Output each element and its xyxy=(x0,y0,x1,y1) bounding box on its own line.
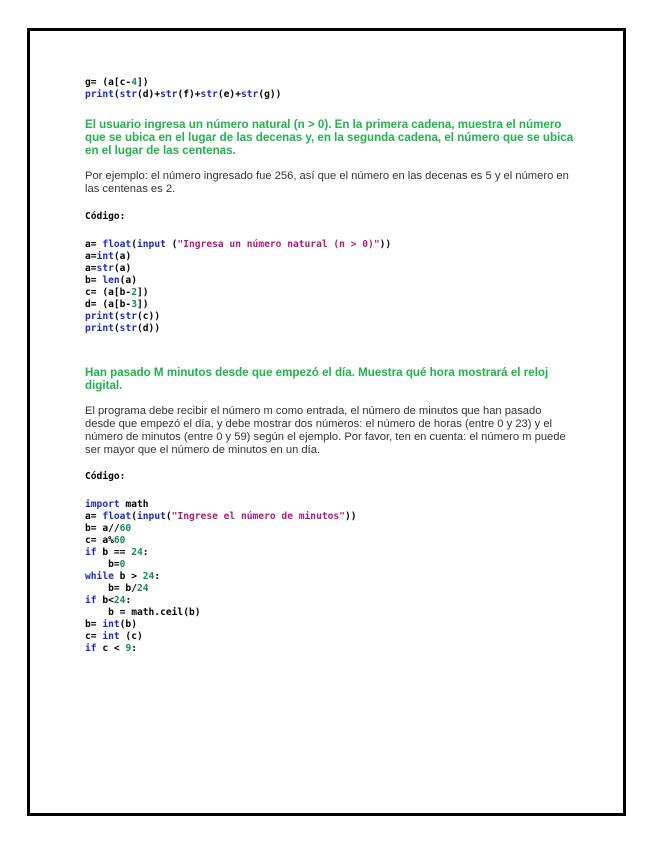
code-line: if b == 24: xyxy=(85,547,149,558)
code-block-2 xyxy=(85,239,575,335)
code-line: b=0 xyxy=(85,559,126,570)
code-line: a= float(input ("Ingresa un número natural (n > 0)")) xyxy=(85,239,392,250)
code-line: c= int (c) xyxy=(85,631,143,642)
section3-paragraph: El programa debe recibir el número m como entrada, el número de minutos que han pasado desde que empezó el día, y debe mostrar dos números: el número de horas (entre 0 y 23) y el número de minutos (entre 0 y 59) según el ejemplo. Por favor, ten en cuenta: el número m puede ser mayor que el número de minutos en un día. xyxy=(85,405,566,456)
code-line: print(str(d)+str(f)+str(e)+str(g)) xyxy=(85,89,282,100)
section3-heading: Han pasado M minutos desde que empezó el día. Muestra qué hora mostrará el reloj digital. xyxy=(85,366,549,392)
code-line: print(str(c)) xyxy=(85,311,161,322)
document-page xyxy=(27,28,626,816)
code-line: while b > 24: xyxy=(85,571,161,582)
code-line: g= (a[c-4]) xyxy=(85,77,149,88)
page-content xyxy=(85,77,575,655)
code-block-1 xyxy=(85,77,575,101)
code-line: b = math.ceil(b) xyxy=(85,607,201,618)
code-block-3 xyxy=(85,499,575,655)
section2-code-label: Código: xyxy=(85,211,126,222)
code-line: b= a//60 xyxy=(85,523,132,534)
code-line: c= (a[b-2]) xyxy=(85,287,149,298)
code-line: b= b/24 xyxy=(85,583,149,594)
section3-code-label: Código: xyxy=(85,471,126,482)
code-line: b= len(a) xyxy=(85,275,137,286)
section2-heading: El usuario ingresa un número natural (n > 0). En la primera cadena, muestra el número que se ubica en el lugar de las decenas y, en la segunda cadena, el número que se ubica en el lugar de las centenas. xyxy=(85,118,574,157)
code-line: if c < 9: xyxy=(85,643,138,654)
code-line: a=str(a) xyxy=(85,263,132,274)
code-line: print(str(d)) xyxy=(85,323,161,334)
code-line: d= (a[b-3]) xyxy=(85,299,149,310)
code-line: import math xyxy=(85,499,149,510)
code-line: b= int(b) xyxy=(85,619,137,630)
code-line: c= a%60 xyxy=(85,535,126,546)
section2-paragraph: Por ejemplo: el número ingresado fue 256, así que el número en las decenas es 5 y el número en las centenas es 2. xyxy=(85,170,569,195)
code-line: a=int(a) xyxy=(85,251,132,262)
code-line: if b<24: xyxy=(85,595,132,606)
code-line: a= float(input("Ingrese el número de minutos")) xyxy=(85,511,357,522)
